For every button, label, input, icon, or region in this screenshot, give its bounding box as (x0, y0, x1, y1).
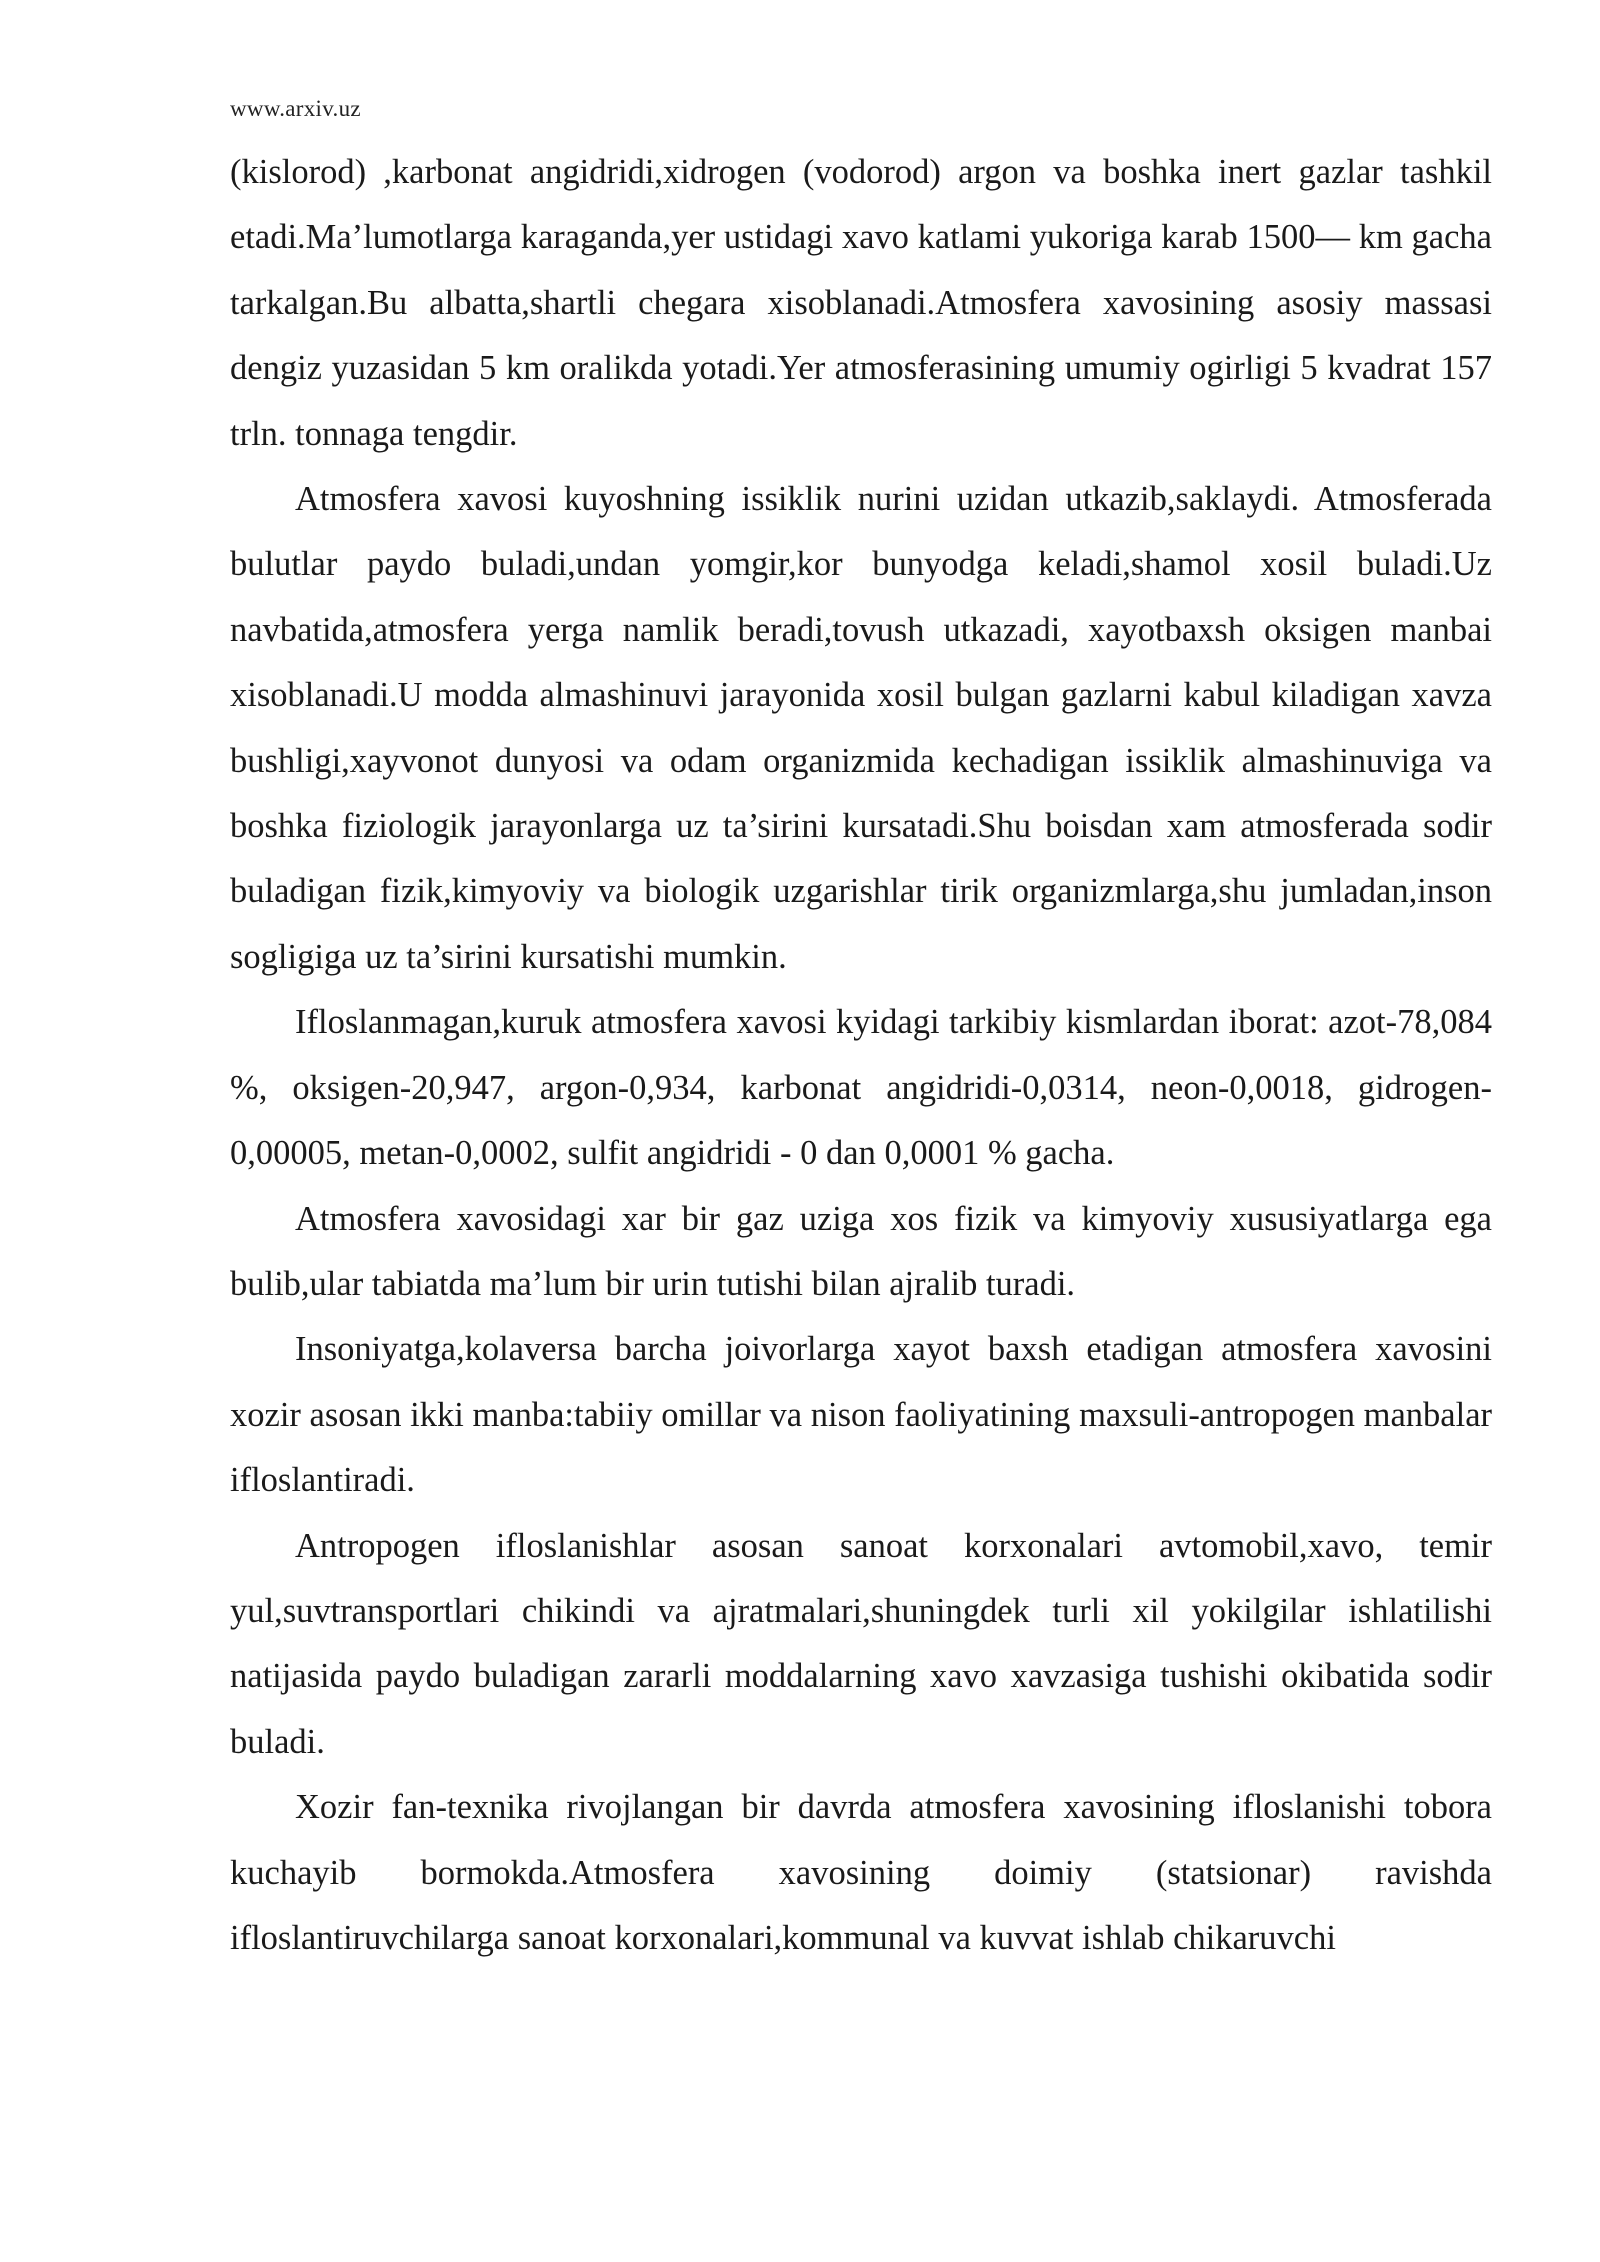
paragraph-2: Atmosfera xavosi kuyoshning issiklik nurini uzidan utkazib,saklaydi. Atmosferada bulutlar paydo buladi,undan yomgir,kor bunyodga keladi,shamol xosil buladi.Uz navbatida,atmosfera yerga namlik beradi,tovush utkazadi, xayotbaxsh oksigen manbai xisoblanadi.U modda almashinuvi jarayonida xosil bulgan gazlarni kabul kiladigan xavza bushligi,xayvonot dunyosi va odam organizmida kechadigan issiklik almashinuviga va boshka fiziologik jarayonlarga uz ta’sirini kursatadi.Shu boisdan xam atmosferada sodir buladigan fizik,kimyoviy va biologik uzgarishlar tirik organizmlarga,shu jumladan,inson sogligiga uz ta’sirini kursatishi mumkin. (230, 480, 1492, 976)
document-body (230, 140, 1492, 1971)
paragraph-1: (kislorod) ,karbonat angidridi,xidrogen (vodorod) argon va boshka inert gazlar tashkil etadi.Ma’lumotlarga karaganda,yer ustidagi xavo katlami yukoriga karab 1500— km gacha tarkalgan.Bu albatta,shartli chegara xisoblanadi.Atmosfera xavosining asosiy massasi dengiz yuzasidan 5 km oralikda yotadi.Yer atmosferasining umumiy ogirligi 5 kvadrat 157 trln. tonnaga tengdir. (230, 153, 1492, 453)
paragraph-4: Atmosfera xavosidagi xar bir gaz uziga xos fizik va kimyoviy xususiyatlarga ega bulib,ular tabiatda ma’lum bir urin tutishi bilan ajralib turadi. (230, 1199, 1492, 1303)
paragraph-5: Insoniyatga,kolaversa barcha joivorlarga xayot baxsh etadigan atmosfera xavosini xozir asosan ikki manba:tabiiy omillar va nison faoliyatining maxsuli-antropogen manbalar ifloslantiradi. (230, 1330, 1492, 1500)
site-url-header: www.arxiv.uz (230, 96, 361, 121)
paragraph-3: Ifloslanmagan,kuruk atmosfera xavosi kyidagi tarkibiy kismlardan iborat: azot-78,084 %, oksigen-20,947, argon-0,934, karbonat angidridi-0,0314, neon-0,0018, gidrogen-0,00005, metan-0,0002, sulfit angidridi - 0 dan 0,0001 % gacha. (230, 1003, 1492, 1173)
paragraph-7: Xozir fan-texnika rivojlangan bir davrda atmosfera xavosining ifloslanishi tobora kuchayib bormokda.Atmosfera xavosining doimiy (statsionar) ravishda ifloslantiruvchilarga sanoat korxonalari,kommunal va kuvvat ishlab chikaruvchi (230, 1788, 1492, 1957)
paragraph-6: Antropogen ifloslanishlar asosan sanoat korxonalari avtomobil,xavo, temir yul,suvtransportlari chikindi va ajratmalari,shuningdek turli xil yokilgilar ishlatilishi natijasida paydo buladigan zararli moddalarning xavo xavzasiga tushishi okibatida sodir buladi. (230, 1526, 1492, 1761)
